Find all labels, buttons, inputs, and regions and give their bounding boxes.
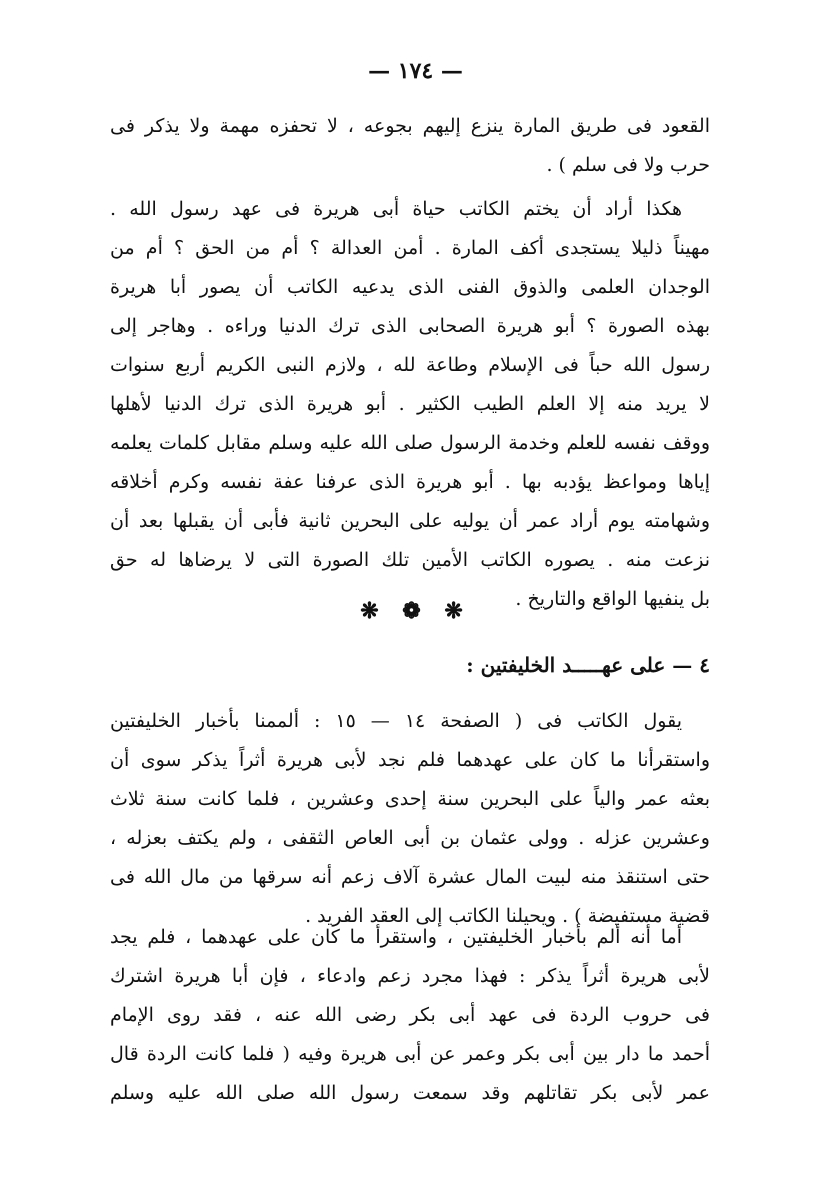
text-line: فى حروب الردة فى عهد أبى بكر رضى الله عنه ، فقد روى الإمام bbox=[110, 1004, 710, 1026]
text-line: ووقف نفسه للعلم وخدمة الرسول صلى الله عليه وسلم مقابل كلمات يعلمه bbox=[110, 432, 710, 454]
text-line: لا يريد منه إلا العلم الطيب الكثير . أبو هريرة الذى ترك الدنيا لأهلها bbox=[110, 393, 710, 415]
text-line: حرب ولا فى سلم ) . bbox=[546, 154, 710, 176]
text-line: لأبى هريرة أثراً يذكر : فهذا مجرد زعم وادعاء ، فإن أبا هريرة اشترك bbox=[110, 965, 710, 987]
paragraph-response bbox=[110, 918, 710, 1113]
text-line: وعشرين عزله . وولى عثمان بن أبى العاص الثقفى ، ولم يكتف بعزله ، bbox=[110, 827, 710, 849]
text-line: بعثه عمر والياً على البحرين سنة إحدى وعشرين ، فلما كانت سنة ثلاث bbox=[110, 788, 710, 810]
paragraph-quotation bbox=[110, 702, 710, 936]
text-line: حتى استنقذ منه لبيت المال عشرة آلاف زعم أنه سرقها من مال الله فى bbox=[110, 866, 710, 888]
text-line: هكذا أراد أن يختم الكاتب حياة أبى هريرة فى عهد رسول الله . bbox=[110, 198, 682, 220]
text-line: واستقرأنا ما كان على عهدهما فلم نجد لأبى هريرة أثراً يذكر سوى أن bbox=[110, 749, 710, 771]
section-heading: ٤ — على عهـــــد الخليفتين : bbox=[466, 653, 710, 677]
text-line: عمر لأبى بكر تقاتلهم وقد سمعت رسول الله صلى الله عليه وسلم bbox=[110, 1082, 710, 1104]
page-number: — ١٧٤ — bbox=[368, 58, 463, 84]
text-line: أحمد ما دار بين أبى بكر وعمر عن أبى هريرة وفيه ( فلما كانت الردة قال bbox=[110, 1043, 710, 1065]
text-line: رسول الله حباً فى الإسلام وطاعة لله ، ولازم النبى الكريم أربع سنوات bbox=[110, 354, 710, 376]
section-ornament: ❋ ❁ ❋ bbox=[360, 598, 471, 624]
text-line: أما أنه ألم بأخبار الخليفتين ، واستقرأ ما كان على عهدهما ، فلم يجد bbox=[110, 926, 682, 948]
text-line: يقول الكاتب فى ( الصفحة ١٤ — ١٥ : ألممنا بأخبار الخليفتين bbox=[110, 710, 682, 732]
paragraph-critique bbox=[110, 190, 710, 619]
text-line: نزعت منه . يصوره الكاتب الأمين تلك الصورة التى لا يرضاها له حق bbox=[110, 549, 710, 571]
text-line: مهيناً ذليلا يستجدى أكف المارة . أمن العدالة ؟ أم من الحق ؟ أم من bbox=[110, 237, 710, 259]
text-line: الوجدان العلمى والذوق الفنى الذى يدعيه الكاتب أن يصور أبا هريرة bbox=[110, 276, 710, 298]
text-line: وشهامته يوم أراد عمر أن يوليه على البحرين ثانية فأبى أن يقبلها بعد أن bbox=[110, 510, 710, 532]
text-line: قضية مستفيضة ) . ويحيلنا الكاتب إلى العقد الفريد . bbox=[305, 905, 710, 927]
text-line: القعود فى طريق المارة ينزع إليهم بجوعه ، لا تحفزه مهمة ولا يذكر فى bbox=[110, 115, 710, 137]
text-line: بهذه الصورة ؟ أبو هريرة الصحابى الذى ترك الدنيا وراءه . وهاجر إلى bbox=[110, 315, 710, 337]
paragraph-continuation bbox=[110, 107, 710, 185]
text-line: إياها ومواعظ يؤدبه بها . أبو هريرة الذى عرفنا عفة نفسه وكرم أخلاقه bbox=[110, 471, 710, 493]
text-line: بل ينفيها الواقع والتاريخ . bbox=[515, 588, 710, 610]
